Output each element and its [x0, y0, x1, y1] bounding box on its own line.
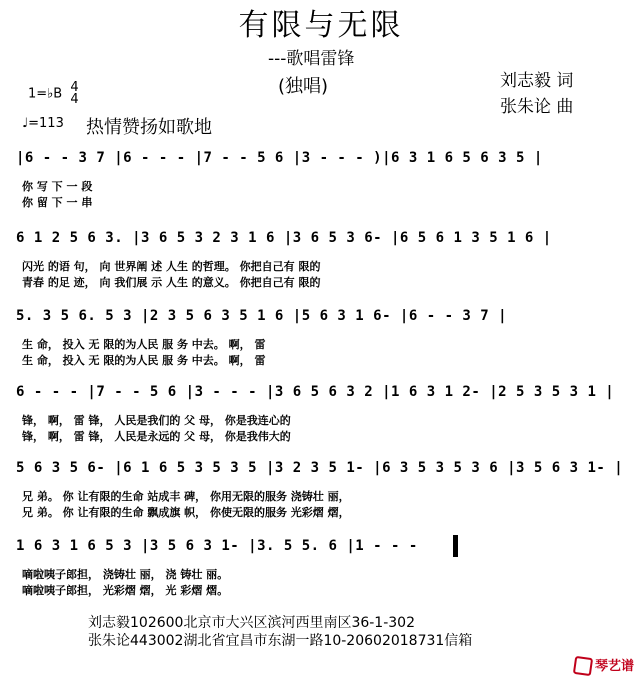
- lyrics-verse-1: 闪光 的语 句， 向 世界阐 述 人生 的哲理。 你把自己有 限的: [22, 260, 321, 273]
- lyricist-credit: 刘志毅 词: [500, 71, 574, 91]
- composer-credit: 张朱论 曲: [500, 97, 574, 117]
- key-label: 1=♭B: [28, 86, 63, 102]
- lyrics-verse-2: 锋， 啊， 雷 锋， 人民是永远的 父 母， 你是我伟大的: [22, 430, 291, 443]
- footer-address-1: 刘志毅102600北京市大兴区滨河西里南区36-1-302: [88, 615, 415, 631]
- lyrics-verse-1: 你 写 下 一 段: [22, 180, 93, 193]
- notes-line: 5 6 3 5 6- |6 1 6 5 3 5 3 5 |3 2 3 5 1- |6 3 5 3 5 3 6 |3 5 6 3 1- |: [16, 460, 624, 476]
- notes-line: 1 6 3 1 6 5 3 |3 5 6 3 1- |3. 5 5. 6 |1 - - -: [16, 538, 418, 554]
- performance-type: (独唱): [278, 76, 329, 97]
- notes-line: 6 - - - |7 - - 5 6 |3 - - - |3 6 5 6 3 2 |1 6 3 1 2- |2 5 3 5 3 1 |: [16, 384, 615, 400]
- lyrics-verse-1: 生 命， 投入 无 限的为人民 服 务 中去。 啊， 雷: [22, 338, 266, 351]
- lyrics-verse-2: 青春 的足 迹， 向 我们展 示 人生 的意义。 你把自己有 限的: [22, 276, 321, 289]
- lyrics-verse-2: 嘀啦咦子郎担， 光彩熠 熠， 光 彩熠 熠。: [22, 584, 229, 597]
- notes-line: 5. 3 5 6. 5 3 |2 3 5 6 3 5 1 6 |5 6 3 1 6- |6 - - 3 7 |: [16, 308, 508, 324]
- time-signature: [70, 82, 78, 106]
- lyrics-verse-2: 生 命， 投入 无 限的为人民 服 务 中去。 啊， 雷: [22, 354, 266, 367]
- lyrics-verse-2: 你 留 下 一 串: [22, 196, 93, 209]
- tempo-marking: ♩=113: [22, 116, 64, 131]
- final-barline: [453, 535, 458, 557]
- lyrics-verse-1: 嘀啦咦子郎担， 浇铸壮 丽， 浇 铸壮 丽。: [22, 568, 229, 581]
- lyrics-verse-2: 兄 弟。 你 让有限的生命 飘成旗 帜， 你使无限的服务 光彩熠 熠，: [22, 506, 350, 519]
- song-subtitle: ---歌唱雷锋: [268, 49, 355, 69]
- site-logo: [574, 655, 634, 676]
- time-signature-top: 4: [70, 80, 79, 95]
- lyrics-verse-1: 锋， 啊， 雷 锋， 人民是我们的 父 母， 你是我连心的: [22, 414, 291, 427]
- lyrics-verse-1: 兄 弟。 你 让有限的生命 站成丰 碑， 你用无限的服务 浇铸壮 丽，: [22, 490, 350, 503]
- logo-text: 琴艺谱: [594, 658, 634, 674]
- expression-marking: 热情赞扬如歌地: [86, 117, 212, 138]
- song-title: 有限与无限: [238, 8, 404, 43]
- footer-address-2: 张朱论443002湖北省宜昌市东湖一路10-20602018731信箱: [88, 633, 473, 649]
- time-signature-bottom: 4: [70, 92, 79, 107]
- notes-line: 6 1 2 5 6 3. |3 6 5 3 2 3 1 6 |3 6 5 3 6- |6 5 6 1 3 5 1 6 |: [16, 230, 552, 246]
- notes-line: |6 - - 3 7 |6 - - - |7 - - 5 6 |3 - - - )|6 3 1 6 5 6 3 5 |: [16, 150, 543, 166]
- key-signature: [28, 82, 79, 106]
- logo-icon: [573, 656, 593, 676]
